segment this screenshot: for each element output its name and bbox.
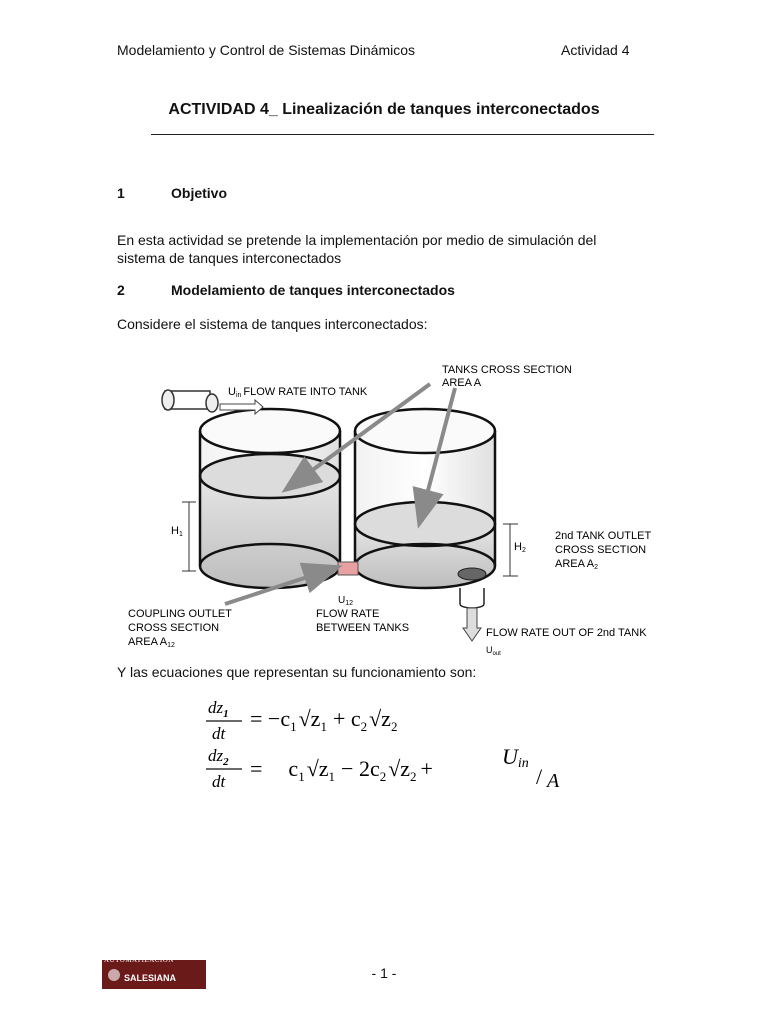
svg-text:dt: dt bbox=[212, 772, 226, 791]
h1-label: H1 bbox=[171, 525, 183, 538]
svg-text:dz2: $dz_2$ bbox=[208, 746, 229, 768]
header-activity: Actividad 4 bbox=[561, 42, 630, 58]
h2-label: H2 bbox=[514, 541, 526, 554]
section-1-number: 1 bbox=[117, 185, 125, 201]
title-underline bbox=[151, 134, 654, 135]
equations bbox=[200, 694, 620, 794]
objective-paragraph bbox=[117, 231, 662, 267]
uin-label: Uin FLOW RATE INTO TANK bbox=[228, 386, 368, 399]
eq1-rhs: = $-c_1√z_1 + c_2√z_2$ bbox=[250, 706, 398, 734]
between-label-2: BETWEEN TANKS bbox=[316, 622, 410, 634]
page-number: - 1 - bbox=[371, 965, 397, 981]
coupling-pipe bbox=[338, 562, 358, 575]
u12-label: $U_{12}$ bbox=[338, 595, 354, 607]
tank-1 bbox=[200, 409, 340, 588]
objective-line-2: sistema de tanques interconectados bbox=[117, 250, 342, 266]
between-label-1: FLOW RATE bbox=[316, 608, 380, 620]
header-course: Modelamiento y Control de Sistemas Dinámicos bbox=[117, 42, 416, 58]
outlet-label-2: CROSS SECTION bbox=[555, 544, 647, 556]
cross-section-label-2: AREA A bbox=[442, 377, 482, 389]
outlet-label-1: 2nd TANK OUTLET bbox=[555, 530, 652, 542]
outlet-pipe bbox=[460, 588, 484, 608]
equation-1 bbox=[206, 698, 397, 743]
eq2-uin: Uin bbox=[502, 744, 529, 771]
outflow-arrow bbox=[463, 608, 481, 641]
consider-paragraph: Considere el sistema de tanques interconectados: bbox=[117, 316, 428, 332]
coupling-label-1: COUPLING OUTLET bbox=[128, 608, 232, 620]
svg-text:dz1: $dz_1$ bbox=[208, 698, 229, 720]
inlet-pipe bbox=[162, 390, 218, 412]
equations-intro: Y las ecuaciones que representan su funcionamiento son: bbox=[117, 664, 477, 680]
coupling-label-2: CROSS SECTION bbox=[128, 622, 220, 634]
section-2-title: Modelamiento de tanques interconectados bbox=[171, 282, 455, 298]
section-1-title: Objetivo bbox=[171, 185, 228, 201]
logo-name: SALESIANA bbox=[124, 973, 177, 983]
eq2-area: A bbox=[547, 770, 560, 792]
outlet-label-3: AREA A2 bbox=[555, 558, 599, 571]
out-flow-label: FLOW RATE OUT OF 2nd TANK bbox=[486, 627, 647, 639]
eq2-slash: / bbox=[536, 764, 543, 789]
eq2-rhs: = $c_1√z_1 - 2c_2√z_2$ + bbox=[250, 756, 433, 784]
svg-text:dt: dt bbox=[212, 724, 226, 743]
uout-label: $U_{out}$ bbox=[486, 645, 501, 656]
objective-line-1: En esta actividad se pretende la implementación por medio de simulación del bbox=[117, 232, 597, 248]
tanks-diagram bbox=[120, 356, 665, 656]
equation-2 bbox=[206, 744, 560, 792]
outlet-hole bbox=[458, 568, 486, 580]
section-2-number: 2 bbox=[117, 282, 125, 298]
logo-top-text: AUTOMATIZACION bbox=[104, 956, 174, 964]
coupling-label-3: AREA A12 bbox=[128, 636, 175, 649]
cross-section-label-1: TANKS CROSS SECTION bbox=[442, 364, 572, 376]
page-title: ACTIVIDAD 4_ Linealización de tanques interconectados bbox=[168, 101, 600, 118]
